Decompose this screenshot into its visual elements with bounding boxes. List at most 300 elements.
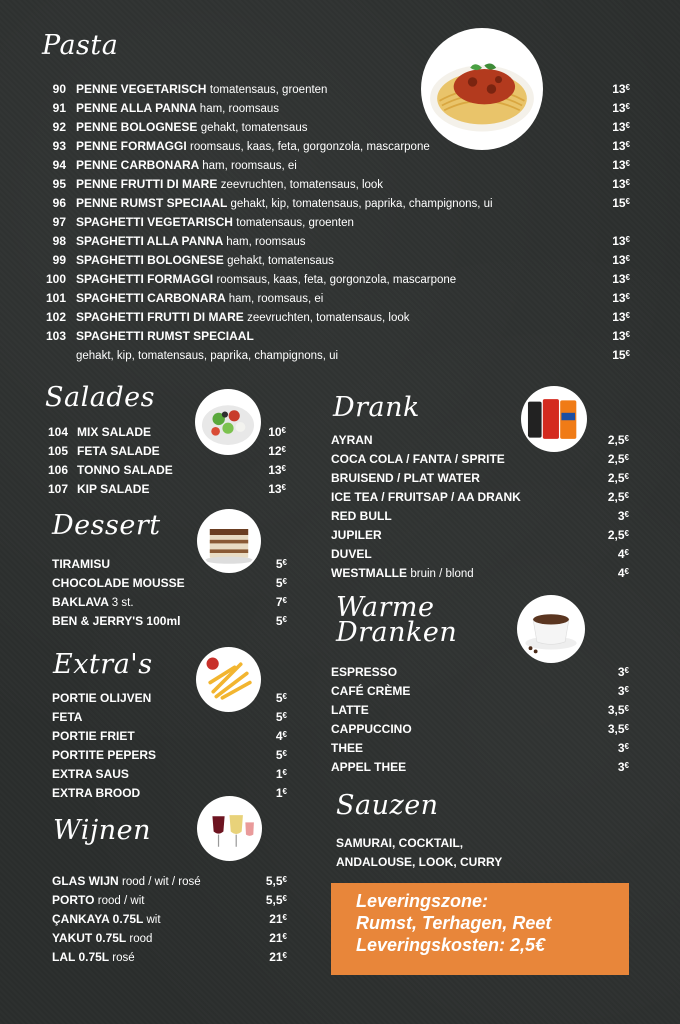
currency-symbol: € (282, 558, 287, 567)
currency-symbol: € (625, 254, 630, 263)
item-name: FETA (52, 710, 83, 724)
price-value: 2,5 (607, 471, 625, 485)
item-number: 94 (52, 158, 66, 172)
menu-item (331, 450, 629, 469)
item-description: gehakt, kip, tomatensaus, paprika, champignons, ui (230, 198, 493, 210)
item-name-wrap (331, 450, 505, 469)
item-price (276, 574, 287, 593)
menu-item (44, 80, 630, 99)
item-price (618, 739, 629, 758)
menu-item (331, 526, 629, 545)
currency-symbol: € (624, 723, 629, 732)
price-value: 4 (617, 566, 625, 580)
item-name-wrap (77, 480, 149, 499)
price-value: 5 (275, 710, 283, 724)
item-name-wrap (331, 663, 397, 682)
item-number: 105 (47, 444, 68, 458)
currency-symbol: € (624, 666, 629, 675)
item-price (276, 555, 287, 574)
item-price (608, 701, 629, 720)
menu-item (331, 701, 629, 720)
price-value: 3 (617, 741, 625, 755)
item-name-wrap (331, 469, 480, 488)
item-description: gehakt, kip, tomatensaus, paprika, champignons, ui (76, 350, 339, 362)
menu-item (44, 346, 630, 365)
item-name-wrap (76, 137, 430, 157)
item-price (269, 929, 287, 948)
item-price (276, 689, 287, 708)
sauzen-text (336, 834, 502, 872)
price-value: 4 (617, 547, 625, 561)
item-name: YAKUT 0.75L (52, 931, 127, 945)
item-name: CAFÉ CRÈME (331, 684, 411, 698)
item-number: 99 (52, 253, 66, 267)
warme-title-line2: Dranken (336, 617, 458, 648)
item-description: ham, roomsaus (199, 103, 280, 115)
item-name-wrap (331, 507, 392, 526)
currency-symbol: € (282, 932, 287, 941)
item-name: SPAGHETTI BOLOGNESE (76, 253, 224, 267)
delivery-zone-towns: Rumst, Terhagen, Reet (356, 913, 552, 933)
item-number: 97 (52, 215, 66, 229)
item-name: APPEL THEE (331, 760, 407, 774)
item-description: zeevruchten, tomatensaus, look (247, 312, 410, 324)
item-price (269, 948, 287, 967)
item-name: GLAS WIJN (52, 874, 119, 888)
currency-symbol: € (281, 426, 286, 435)
item-description: gehakt, tomatensaus (227, 255, 334, 267)
item-description: ham, roomsaus, ei (202, 160, 297, 172)
item-price (608, 526, 629, 545)
wijnen-title: Wijnen (53, 815, 152, 846)
item-number: 103 (45, 329, 66, 343)
item-price (612, 118, 630, 137)
item-description: 3 st. (111, 597, 134, 609)
item-name: CHOCOLADE MOUSSE (52, 576, 185, 590)
item-name-wrap (76, 270, 456, 290)
item-name-wrap (76, 308, 410, 328)
price-value: 7 (275, 595, 283, 609)
item-description: roomsaus, kaas, feta, gorgonzola, mascarpone (216, 274, 457, 286)
price-value: 13 (612, 139, 626, 153)
price-value: 13 (268, 463, 282, 477)
item-price (612, 137, 630, 156)
menu-item (331, 758, 629, 777)
currency-symbol: € (624, 453, 629, 462)
currency-symbol: € (625, 235, 630, 244)
currency-symbol: € (625, 292, 630, 301)
item-price (276, 593, 287, 612)
item-name-wrap (331, 758, 406, 777)
delivery-zone-label: Leveringszone: (356, 891, 489, 911)
item-name: PENNE BOLOGNESE (76, 120, 198, 134)
menu-item (44, 213, 630, 232)
currency-symbol: € (625, 159, 630, 168)
item-name-wrap (331, 682, 410, 701)
currency-symbol: € (281, 483, 286, 492)
currency-symbol: € (625, 178, 630, 187)
item-description: rood (129, 933, 153, 945)
currency-symbol: € (624, 529, 629, 538)
item-name: PENNE FRUTTI DI MARE (76, 177, 218, 191)
currency-symbol: € (281, 464, 286, 473)
menu-item (46, 442, 286, 461)
price-value: 13 (612, 291, 626, 305)
item-price (612, 156, 630, 175)
currency-symbol: € (624, 704, 629, 713)
item-price (269, 910, 287, 929)
item-name: ICE TEA / FRUITSAP / AA DRANK (331, 490, 521, 504)
menu-item (44, 118, 630, 137)
pasta-title: Pasta (42, 30, 119, 61)
item-number: 91 (52, 101, 66, 115)
price-value: 3,5 (607, 722, 625, 736)
menu-item (52, 727, 287, 746)
menu-item (52, 593, 287, 612)
coffee-photo (519, 597, 583, 661)
currency-symbol: € (282, 711, 287, 720)
item-description: ham, roomsaus, ei (228, 293, 324, 305)
item-price (276, 727, 287, 746)
price-value: 5 (275, 576, 283, 590)
menu-item (331, 720, 629, 739)
item-price (608, 720, 629, 739)
item-price (612, 270, 630, 289)
menu-item (331, 469, 629, 488)
item-name: BAKLAVA (52, 595, 109, 609)
item-number: 95 (52, 177, 66, 191)
currency-symbol: € (624, 567, 629, 576)
menu-item (52, 872, 287, 891)
sauzen-line2: ANDALOUSE, LOOK, CURRY (336, 855, 503, 869)
item-price (276, 612, 287, 631)
currency-symbol: € (282, 894, 287, 903)
menu-item (331, 545, 629, 564)
price-value: 21 (269, 931, 283, 945)
item-name: PENNE VEGETARISCH (76, 82, 207, 96)
item-name: COCA COLA / FANTA / SPRITE (331, 452, 505, 466)
menu-item (52, 612, 287, 631)
item-price (618, 663, 629, 682)
item-name: PORTO (52, 893, 95, 907)
item-name: CAPPUCCINO (331, 722, 412, 736)
item-name: SPAGHETTI VEGETARISCH (76, 215, 233, 229)
item-price (608, 469, 629, 488)
currency-symbol: € (282, 787, 287, 796)
item-name-wrap (52, 948, 135, 968)
item-name: LAL 0.75L (52, 950, 109, 964)
item-name-wrap (52, 929, 152, 949)
item-name: PENNE RUMST SPECIAAL (76, 196, 228, 210)
item-number: 98 (52, 234, 66, 248)
currency-symbol: € (282, 749, 287, 758)
price-value: 13 (268, 482, 282, 496)
menu-item (44, 99, 630, 118)
currency-symbol: € (625, 140, 630, 149)
price-value: 2,5 (607, 452, 625, 466)
currency-symbol: € (282, 768, 287, 777)
item-name-wrap (76, 289, 323, 309)
item-name-wrap (52, 555, 110, 574)
item-name-wrap (52, 727, 135, 746)
menu-item (44, 175, 630, 194)
menu-item (331, 739, 629, 758)
price-value: 3 (617, 760, 625, 774)
item-description: ham, roomsaus (226, 236, 306, 248)
item-price (618, 545, 629, 564)
price-value: 2,5 (607, 433, 625, 447)
item-price (276, 708, 287, 727)
item-price (266, 872, 287, 891)
item-name: EXTRA SAUS (52, 767, 129, 781)
currency-symbol: € (282, 692, 287, 701)
menu-item (52, 910, 287, 929)
item-name-wrap (76, 175, 383, 195)
item-name-wrap (77, 461, 173, 480)
currency-symbol: € (281, 445, 286, 454)
menu-item (52, 574, 287, 593)
menu-item (44, 251, 630, 270)
menu-item (46, 461, 286, 480)
item-price (608, 488, 629, 507)
menu-item (44, 137, 630, 156)
item-name: ESPRESSO (331, 665, 398, 679)
drank-title: Drank (333, 392, 420, 423)
currency-symbol: € (625, 273, 630, 282)
price-value: 13 (612, 272, 626, 286)
item-name-wrap (331, 431, 373, 450)
item-number: 96 (52, 196, 66, 210)
delivery-box (331, 883, 629, 975)
currency-symbol: € (624, 742, 629, 751)
menu-item (44, 156, 630, 175)
wine-photo (199, 798, 260, 859)
currency-symbol: € (282, 875, 287, 884)
item-name: RED BULL (331, 509, 392, 523)
menu-item (44, 289, 630, 308)
price-value: 3 (617, 509, 625, 523)
menu-item (44, 308, 630, 327)
item-number: 106 (47, 463, 68, 477)
price-value: 13 (612, 234, 626, 248)
item-name-wrap (52, 784, 140, 803)
currency-symbol: € (624, 434, 629, 443)
menu-item (44, 194, 630, 213)
item-name: SPAGHETTI ALLA PANNA (76, 234, 223, 248)
item-name-wrap (76, 118, 307, 138)
currency-symbol: € (624, 491, 629, 500)
item-name-wrap (52, 574, 185, 593)
item-name: EXTRA BROOD (52, 786, 141, 800)
menu-item (52, 765, 287, 784)
item-price (612, 289, 630, 308)
price-value: 10 (268, 425, 282, 439)
currency-symbol: € (624, 761, 629, 770)
item-name: LATTE (331, 703, 369, 717)
item-description: zeevruchten, tomatensaus, look (220, 179, 384, 191)
currency-symbol: € (625, 311, 630, 320)
item-name-wrap (76, 156, 297, 176)
price-value: 13 (612, 329, 626, 343)
price-value: 3,5 (607, 703, 625, 717)
price-value: 13 (612, 101, 626, 115)
sauzen-title: Sauzen (336, 790, 439, 821)
item-name-wrap (52, 593, 134, 613)
item-name-wrap (76, 346, 338, 366)
price-value: 2,5 (607, 490, 625, 504)
currency-symbol: € (282, 596, 287, 605)
sauzen-line1: SAMURAI, COCKTAIL, (336, 836, 464, 850)
price-value: 3 (617, 684, 625, 698)
item-name-wrap (76, 232, 306, 252)
price-value: 5,5 (265, 874, 283, 888)
item-name-wrap (52, 612, 180, 631)
menu-item (44, 270, 630, 289)
price-value: 5,5 (265, 893, 283, 907)
item-name: JUPILER (331, 528, 382, 542)
item-name-wrap (331, 739, 363, 758)
price-value: 15 (612, 196, 626, 210)
currency-symbol: € (282, 577, 287, 586)
item-name-wrap (331, 720, 412, 739)
currency-symbol: € (625, 83, 630, 92)
item-price (612, 308, 630, 327)
price-value: 1 (275, 767, 283, 781)
item-name-wrap (52, 708, 82, 727)
item-name: PORTIE FRIET (52, 729, 135, 743)
item-number: 100 (45, 272, 66, 286)
item-name: TIRAMISU (52, 557, 110, 571)
item-name-wrap (76, 80, 327, 100)
currency-symbol: € (624, 548, 629, 557)
item-price (268, 480, 286, 499)
item-name: WESTMALLE (331, 566, 407, 580)
price-value: 21 (269, 950, 283, 964)
item-price (608, 431, 629, 450)
item-name-wrap (52, 746, 156, 765)
currency-symbol: € (624, 685, 629, 694)
item-name: TONNO SALADE (77, 463, 173, 477)
item-description: roomsaus, kaas, feta, gorgonzola, mascarpone (190, 141, 430, 153)
currency-symbol: € (282, 730, 287, 739)
item-description: bruin / blond (410, 568, 474, 580)
item-name: SPAGHETTI FRUTTI DI MARE (76, 310, 244, 324)
item-name-wrap (331, 488, 521, 507)
item-name: PORTIE OLIJVEN (52, 691, 152, 705)
menu-item (331, 663, 629, 682)
item-number: 104 (47, 425, 68, 439)
item-price (276, 746, 287, 765)
menu-item (52, 708, 287, 727)
price-value: 13 (612, 253, 626, 267)
currency-symbol: € (624, 510, 629, 519)
item-price (618, 564, 629, 583)
item-number: 102 (45, 310, 66, 324)
menu-item (46, 423, 286, 442)
menu-item (52, 746, 287, 765)
menu-item (331, 431, 629, 450)
item-name-wrap (52, 765, 129, 784)
menu-item (331, 488, 629, 507)
dessert-title: Dessert (52, 510, 161, 541)
menu-item (52, 555, 287, 574)
item-price (612, 80, 630, 99)
item-name: PENNE CARBONARA (76, 158, 199, 172)
item-description: rood / wit / rosé (122, 876, 201, 888)
item-name-wrap (76, 213, 354, 233)
menu-item (44, 232, 630, 251)
item-description: rosé (112, 952, 135, 964)
currency-symbol: € (624, 472, 629, 481)
menu-item (52, 689, 287, 708)
item-name: DUVEL (331, 547, 372, 561)
price-value: 21 (269, 912, 283, 926)
item-price (612, 251, 630, 270)
item-name-wrap (76, 251, 334, 271)
item-name: ÇANKAYA 0.75L (52, 912, 144, 926)
item-name-wrap (331, 545, 372, 564)
price-value: 13 (612, 158, 626, 172)
item-price (276, 765, 287, 784)
item-name-wrap (52, 872, 201, 892)
item-description: rood / wit (97, 895, 145, 907)
item-name: SPAGHETTI FORMAGGI (76, 272, 214, 286)
item-name: THEE (331, 741, 364, 755)
price-value: 13 (612, 310, 626, 324)
item-price (276, 784, 287, 803)
item-number: 90 (52, 82, 66, 96)
currency-symbol: € (625, 197, 630, 206)
price-value: 5 (275, 748, 283, 762)
price-value: 5 (275, 614, 283, 628)
currency-symbol: € (282, 913, 287, 922)
item-name: SPAGHETTI CARBONARA (76, 291, 226, 305)
menu-item (44, 327, 630, 346)
extras-title: Extra's (53, 649, 153, 680)
item-price (612, 194, 630, 213)
currency-symbol: € (625, 349, 630, 358)
item-price (268, 461, 286, 480)
item-name-wrap (331, 526, 382, 545)
item-price (268, 442, 286, 461)
price-value: 3 (617, 665, 625, 679)
delivery-cost: Leveringskosten: 2,5€ (356, 935, 546, 955)
item-price (608, 450, 629, 469)
item-name-wrap (76, 194, 493, 214)
item-name: PENNE ALLA PANNA (76, 101, 197, 115)
item-description: tomatensaus, groenten (209, 84, 328, 96)
menu-item (52, 891, 287, 910)
item-price (268, 423, 286, 442)
item-number: 92 (52, 120, 66, 134)
salades-title: Salades (45, 382, 155, 413)
price-value: 5 (275, 557, 283, 571)
item-description: gehakt, tomatensaus (200, 122, 308, 134)
item-name-wrap (77, 442, 160, 461)
item-description: wit (146, 914, 161, 926)
item-price (612, 232, 630, 251)
price-value: 13 (612, 82, 626, 96)
price-value: 13 (612, 120, 626, 134)
item-price (618, 758, 629, 777)
currency-symbol: € (625, 102, 630, 111)
item-name: AYRAN (331, 433, 373, 447)
item-name-wrap (77, 423, 151, 442)
item-name-wrap (76, 99, 279, 119)
item-number: 93 (52, 139, 66, 153)
menu-item (46, 480, 286, 499)
item-name: KIP SALADE (77, 482, 150, 496)
